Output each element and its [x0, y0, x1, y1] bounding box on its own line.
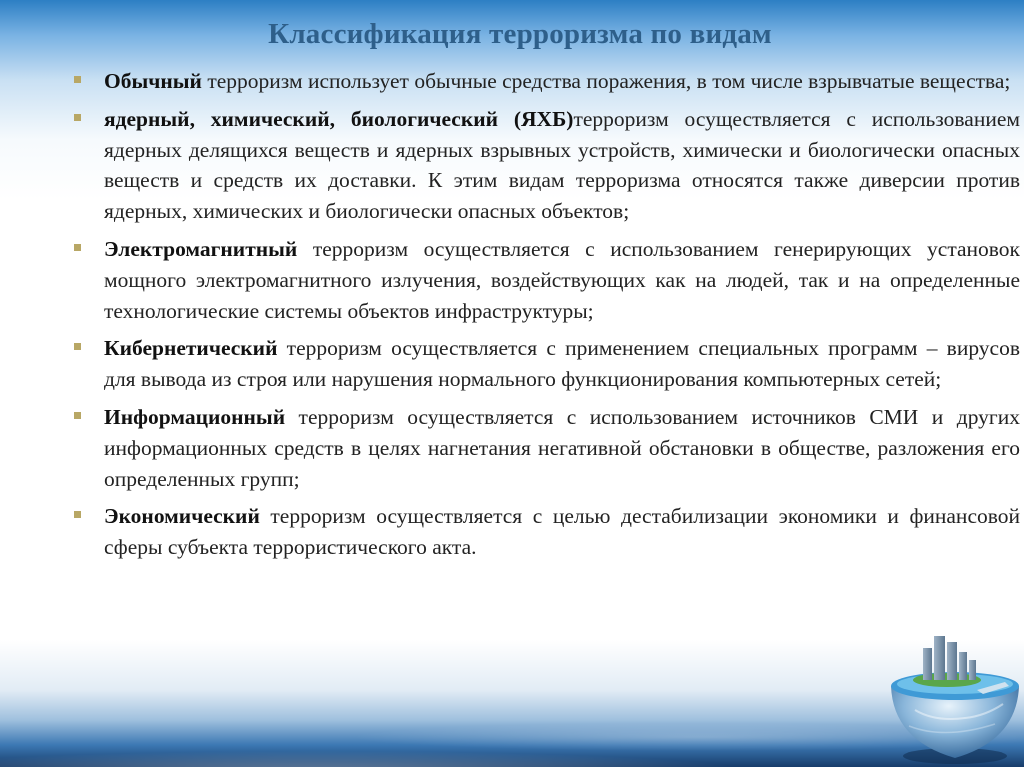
slide-title: Классификация терроризма по видам — [268, 18, 772, 50]
square-bullet-icon — [74, 412, 81, 419]
item-text: терроризм осуществляется с целью дестабилизации экономики и финансовой сферы субъекта террористического акта. — [104, 504, 1020, 560]
item-text: терроризм осуществляется с использованием генерирующих установок мощного электромагнитного излучения, воздействующих как на людей, так и на определенные технологические системы объектов инфраструктуры; — [104, 236, 1020, 323]
item-text: терроризм осуществляется с применением специальных программ – вирусов для вывода из строя или нарушения нормального функционирования компьютерных сетей; — [104, 336, 1020, 392]
list-item — [74, 501, 1020, 563]
item-term: Кибернетический — [104, 336, 278, 361]
square-bullet-icon — [74, 114, 81, 121]
list-item — [74, 402, 1020, 494]
item-term: Обычный — [104, 69, 202, 93]
classification-list — [74, 66, 1020, 570]
globe-city-icon — [885, 630, 1024, 767]
square-bullet-icon — [74, 76, 81, 83]
item-term: Экономический — [104, 504, 260, 529]
item-text: терроризм осуществляется с использованием ядерных делящихся веществ и ядерных взрывных устройств, химически и биологически опасных веществ и средств их доставки. К этим видам терроризма относятся также диверсии против ядерных, химических и биологически опасных объектов; — [104, 106, 1020, 224]
bottom-wave-decoration — [0, 677, 1024, 767]
item-text: терроризм осуществляется с использованием источников СМИ и других информационных средств в целях нагнетания негативной обстановки в обществе, разложения его определенных групп; — [104, 404, 1020, 491]
list-item — [74, 234, 1020, 326]
list-item — [74, 104, 1020, 227]
square-bullet-icon — [74, 244, 81, 251]
square-bullet-icon — [74, 511, 81, 518]
item-term: ядерный, химический, биологический (ЯХБ) — [104, 106, 574, 131]
square-bullet-icon — [74, 343, 81, 350]
item-text: терроризм использует обычные средства поражения, в том числе взрывчатые вещества; — [201, 69, 1011, 93]
list-item — [74, 333, 1020, 395]
list-item — [74, 66, 1020, 97]
item-term: Электромагнитный — [104, 236, 298, 261]
item-term: Информационный — [104, 404, 286, 429]
